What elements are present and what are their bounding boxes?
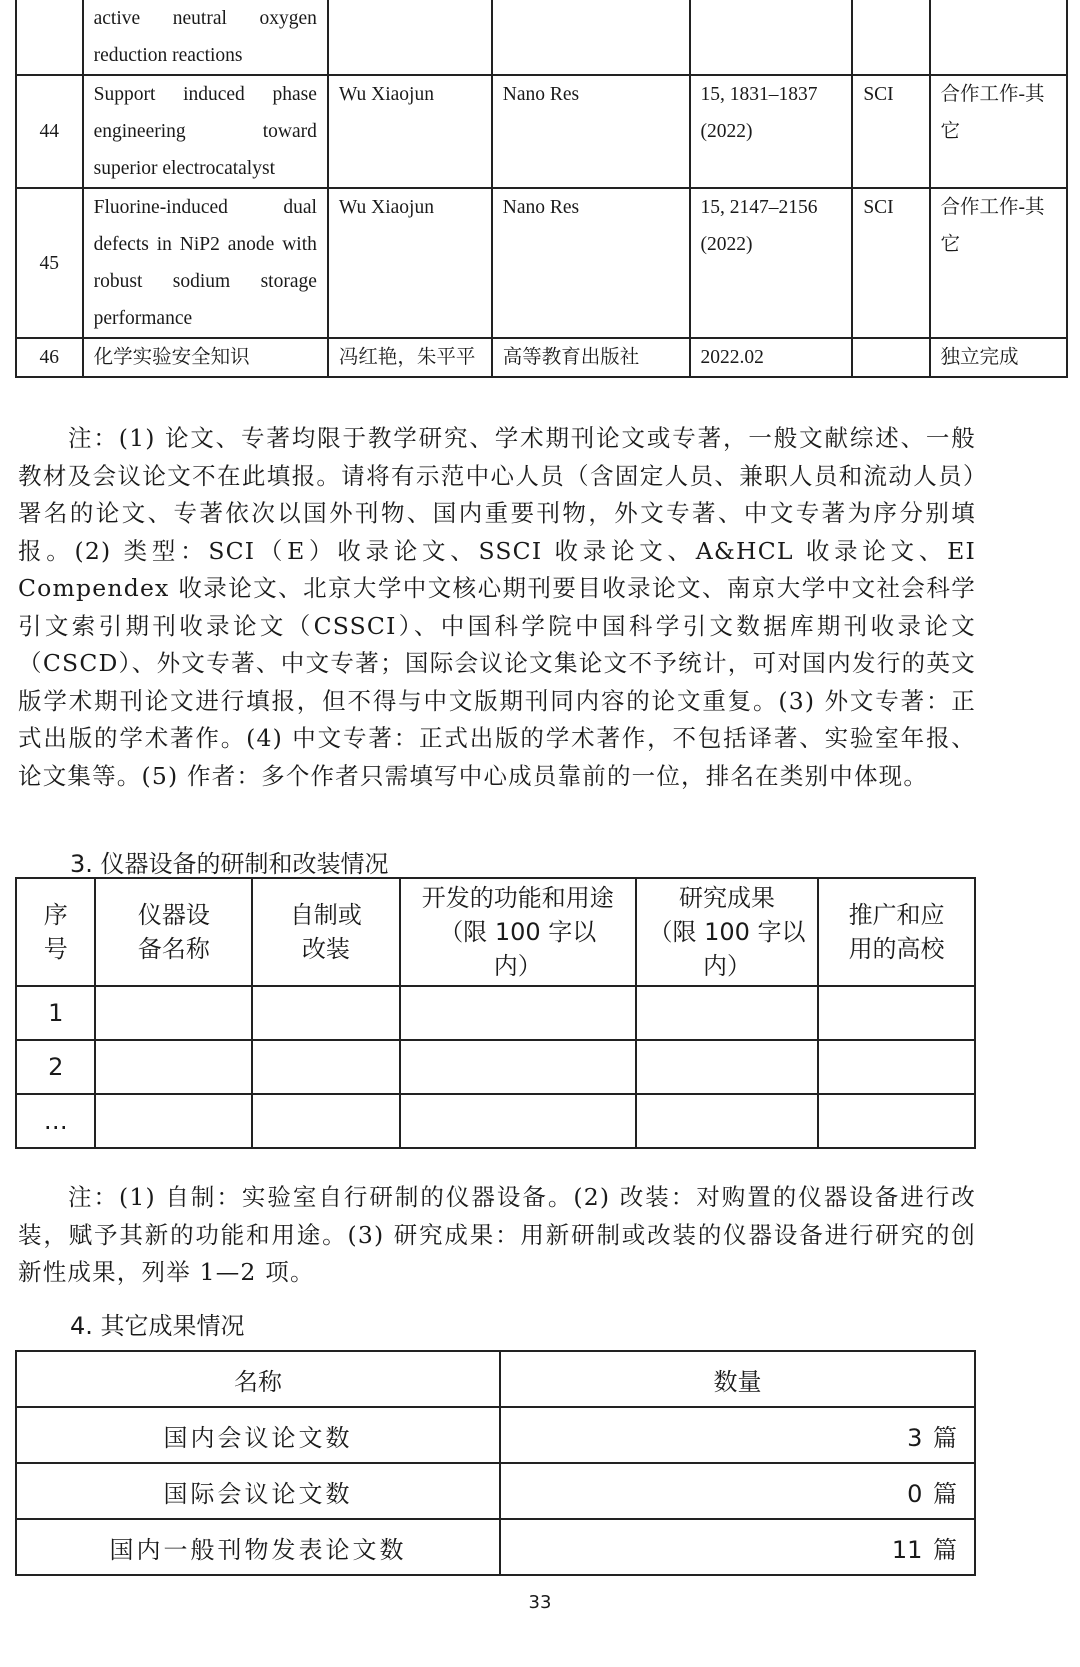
instrument-cell [252, 986, 399, 1040]
instrument-header [636, 878, 818, 986]
paper-number: 46 [16, 338, 83, 377]
other-results-table [15, 1350, 976, 1576]
instrument-cell [400, 986, 636, 1040]
instrument-cell [818, 1040, 975, 1094]
instrument-header [400, 878, 636, 986]
instrument-header-line: 开发的功能和用途 [421, 884, 614, 912]
table-row [16, 1094, 975, 1148]
result-name: 国内会议论文数 [16, 1407, 500, 1463]
instrument-header [818, 878, 975, 986]
instruments-note: 注：(1) 自制：实验室自行研制的仪器设备。(2) 改装：对购置的仪器设备进行改装，赋予其新的功能和用途。(3) 研究成果：用新研制或改装的仪器设备进行研究的创新性成果，列举 1—2 项。 [18, 1183, 976, 1286]
instrument-header-line: 研究成果 [679, 884, 775, 912]
instrument-header-line: 用的高校 [848, 935, 945, 963]
paper-author: 冯红艳，朱平平 [328, 338, 492, 377]
instrument-cell [818, 1094, 975, 1148]
paper-author: Wu Xiaojun [328, 75, 492, 188]
paper-volume: 15, 2147–2156 (2022) [690, 188, 853, 338]
paper-title-line: engineering toward [93, 121, 317, 142]
instrument-number: … [16, 1094, 95, 1148]
result-count [500, 1407, 975, 1463]
table-row [16, 986, 975, 1040]
paper-title [83, 188, 328, 338]
paper-author [328, 0, 492, 75]
instrument-cell [252, 1094, 399, 1148]
instrument-header [252, 878, 399, 986]
result-count-value: 0 [907, 1479, 923, 1508]
result-count-value: 11 [891, 1535, 923, 1564]
paper-title-line: defects in NiP2 anode with [93, 234, 317, 255]
table-row [16, 75, 1067, 188]
paper-title-line: robust sodium storage [93, 271, 317, 292]
paper-number: 44 [16, 75, 83, 188]
instrument-cell [400, 1040, 636, 1094]
paper-volume: 15, 1831–1837 (2022) [690, 75, 853, 188]
paper-journal: Nano Res [492, 75, 690, 188]
instrument-number: 1 [16, 986, 95, 1040]
instrument-cell [95, 1094, 252, 1148]
instrument-cell [636, 1040, 818, 1094]
paper-volume: 2022.02 [690, 338, 853, 377]
table-row [16, 1407, 975, 1463]
instrument-number: 2 [16, 1040, 95, 1094]
instrument-header-line: 号 [43, 935, 68, 963]
paper-title-line: 化学实验安全知识 [93, 347, 250, 368]
result-count [500, 1463, 975, 1519]
instrument-header-line: 内） [493, 952, 542, 980]
paper-volume [690, 0, 853, 75]
instrument-header-line: 推广和应 [848, 901, 945, 929]
paper-number [16, 0, 83, 75]
instrument-cell [252, 1040, 399, 1094]
header-name: 名称 [16, 1351, 500, 1407]
result-count-unit: 篇 [933, 1535, 960, 1564]
papers-table [15, 0, 1068, 378]
paper-role [930, 0, 1068, 75]
paper-title [83, 75, 328, 188]
result-count-unit: 篇 [933, 1423, 960, 1452]
table-row [16, 188, 1067, 338]
paper-journal [492, 0, 690, 75]
instrument-cell [95, 986, 252, 1040]
instrument-header-line: 自制或 [289, 901, 362, 929]
table-row [16, 1463, 975, 1519]
table-row [16, 338, 1067, 377]
paper-title-line: Support induced phase [93, 84, 317, 105]
paper-title-line: superior electrocatalyst [93, 158, 275, 179]
result-count [500, 1519, 975, 1575]
paper-journal: Nano Res [492, 188, 690, 338]
paper-type [852, 0, 929, 75]
paper-author: Wu Xiaojun [328, 188, 492, 338]
result-name: 国内一般刊物发表论文数 [16, 1519, 500, 1575]
result-count-value: 3 [907, 1423, 923, 1452]
header-count: 数量 [500, 1351, 975, 1407]
instrument-header-line: 改装 [301, 935, 350, 963]
section-title-other-results: 4. 其它成果情况 [70, 1312, 245, 1340]
instrument-header [16, 878, 95, 986]
section-title-instruments: 3. 仪器设备的研制和改装情况 [70, 850, 389, 878]
table-row [16, 1040, 975, 1094]
paper-title [83, 338, 328, 377]
instrument-cell [636, 986, 818, 1040]
result-count-unit: 篇 [933, 1479, 960, 1508]
instruments-table [15, 877, 976, 1149]
paper-title [83, 0, 328, 75]
instrument-header [95, 878, 252, 986]
instrument-header-line: （限 100 字以 [648, 918, 806, 946]
paper-type: SCI [852, 75, 929, 188]
paper-type: SCI [852, 188, 929, 338]
paper-title-line: performance [93, 308, 193, 329]
paper-number: 45 [16, 188, 83, 338]
instrument-header-line: 序 [43, 901, 68, 929]
instrument-cell [95, 1040, 252, 1094]
paper-title-line: Fluorine-induced dual [93, 197, 317, 218]
paper-role: 独立完成 [930, 338, 1068, 377]
paper-title-line: reduction reactions [93, 45, 243, 66]
result-name: 国际会议论文数 [16, 1463, 500, 1519]
instrument-header-line: 备名称 [137, 935, 210, 963]
page-number: 33 [528, 1592, 552, 1613]
instrument-header-line: 内） [703, 952, 751, 980]
instrument-cell [818, 986, 975, 1040]
paper-type [852, 338, 929, 377]
paper-role: 合作工作-其它 [930, 75, 1068, 188]
paper-title-line: active neutral oxygen [93, 8, 317, 29]
table-row [16, 0, 1067, 75]
papers-note: 注：(1) 论文、专著均限于教学研究、学术期刊论文或专著，一般文献综述、一般教材及会议论文不在此填报。请将有示范中心人员（含固定人员、兼职人员和流动人员）署名的论文、专著依次以国外刊物、国内重要刊物，外文专著、中文专著为序分别填报。(2) 类型：SCI（E）收录论文、SSCI 收录论文、A&HCL 收录论文、EI Compendex 收录论文、北京大学中文核心期刊要目收录论文、南京大学中文社会科学引文索引期刊收录论文（CSSCI）、中国科学院中国科学引文数据库期刊收录论文（CSCD）、外文专著、中文专著；国际会议论文集论文不予统计，可对国内发行的英文版学术期刊论文进行填报，但不得与中文版期刊同内容的论文重复。(3) 外文专著：正式出版的学术著作。(4) 中文专著：正式出版的学术著作，不包括译著、实验室年报、论文集等。(5) 作者：多个作者只需填写中心成员靠前的一位，排名在类别中体现。 [18, 424, 976, 790]
instrument-cell [636, 1094, 818, 1148]
instrument-header-line: 仪器设 [137, 901, 210, 929]
instrument-cell [400, 1094, 636, 1148]
instrument-header-line: （限 100 字以 [439, 918, 597, 946]
paper-journal: 高等教育出版社 [492, 338, 690, 377]
table-row [16, 1519, 975, 1575]
paper-role: 合作工作-其它 [930, 188, 1068, 338]
